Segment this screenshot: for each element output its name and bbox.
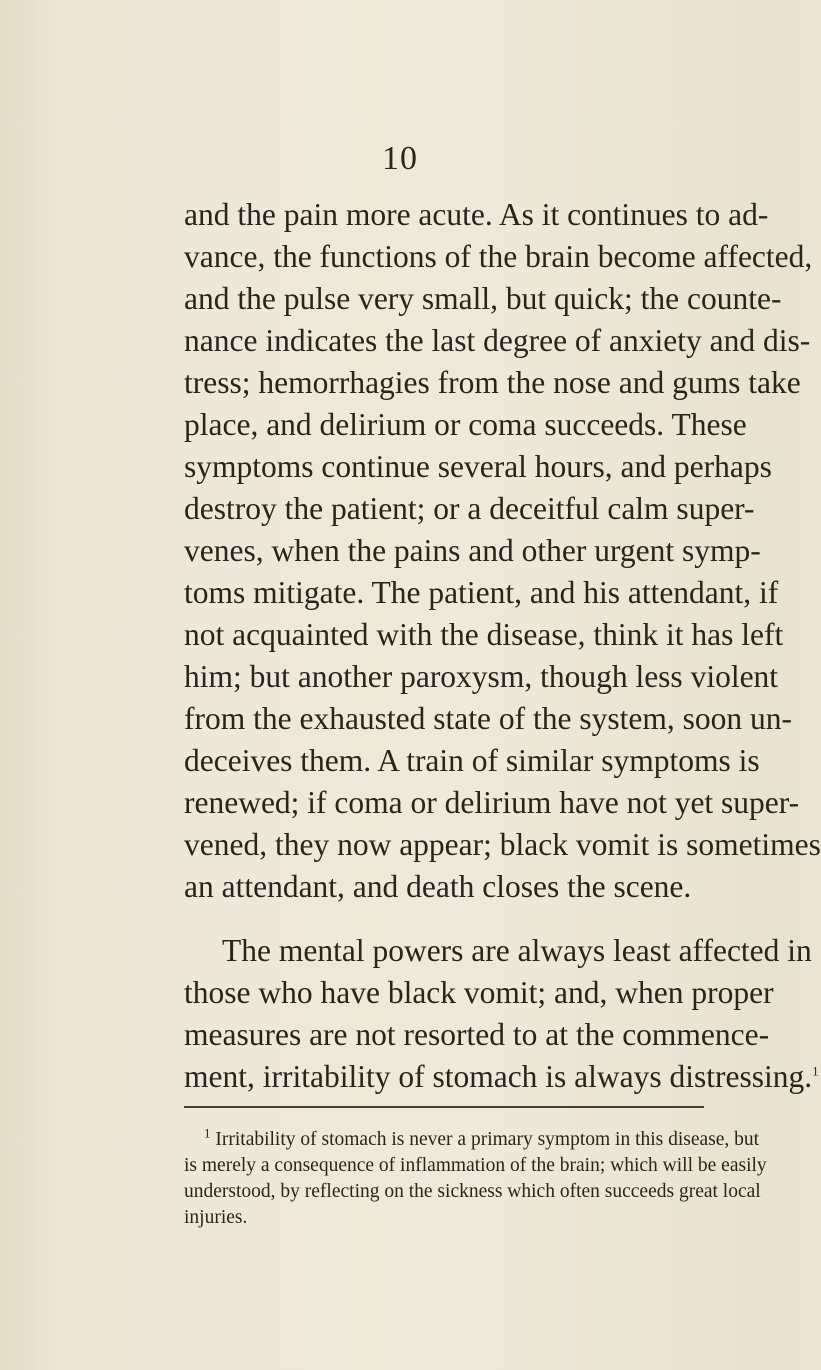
text-line: him; but another paroxysm, though less violent (184, 659, 779, 694)
text-line: not acquainted with the disease, think it has left (184, 617, 784, 652)
text-line: and the pain more acute. As it continues to ad- (184, 197, 769, 232)
text-line: measures are not resorted to at the commence- (184, 1017, 770, 1052)
footnote-line-with-marker (204, 1125, 760, 1152)
text-line: vance, the functions of the brain become affected, (184, 239, 813, 274)
footnote-divider (184, 1106, 704, 1108)
page-number: 10 (382, 140, 418, 177)
footnote-line: understood, by reflecting on the sickness which often succeeds great local (184, 1181, 761, 1202)
text-line: vened, they now appear; black vomit is sometimes (184, 827, 821, 862)
text-line: nance indicates the last degree of anxiety and dis- (184, 323, 811, 358)
text-line: from the exhausted state of the system, soon un- (184, 701, 792, 736)
text-line: renewed; if coma or delirium have not yet super- (184, 785, 800, 820)
footnote-reference: 1 (812, 1063, 819, 1079)
text-line: those who have black vomit; and, when proper (184, 975, 774, 1010)
text-line: destroy the patient; or a deceitful calm super- (184, 491, 755, 526)
text-line: tress; hemorrhagies from the nose and gums take (184, 365, 801, 400)
text-line: and the pulse very small, but quick; the counte- (184, 281, 782, 316)
footnote-line: is merely a consequence of inflammation of the brain; which will be easily (184, 1155, 767, 1176)
footnote-line: injuries. (184, 1207, 248, 1228)
text-line: deceives them. A train of similar symptoms is (184, 743, 760, 778)
text-line: The mental powers are always least affected in (222, 933, 812, 968)
text-line: an attendant, and death closes the scene. (184, 869, 692, 904)
text-line-with-note (184, 1058, 819, 1096)
text-line: place, and delirium or coma succeeds. These (184, 407, 747, 442)
footnote-marker: 1 (204, 1125, 211, 1141)
text-line: venes, when the pains and other urgent symp- (184, 533, 761, 568)
text-line: symptoms continue several hours, and perhaps (184, 449, 772, 484)
text-line: toms mitigate. The patient, and his attendant, if (184, 575, 779, 610)
footnote-line: Irritability of stomach is never a primary symptom in this disease, but (215, 1129, 760, 1150)
text-line: ment, irritability of stomach is always distressing. (184, 1059, 813, 1094)
